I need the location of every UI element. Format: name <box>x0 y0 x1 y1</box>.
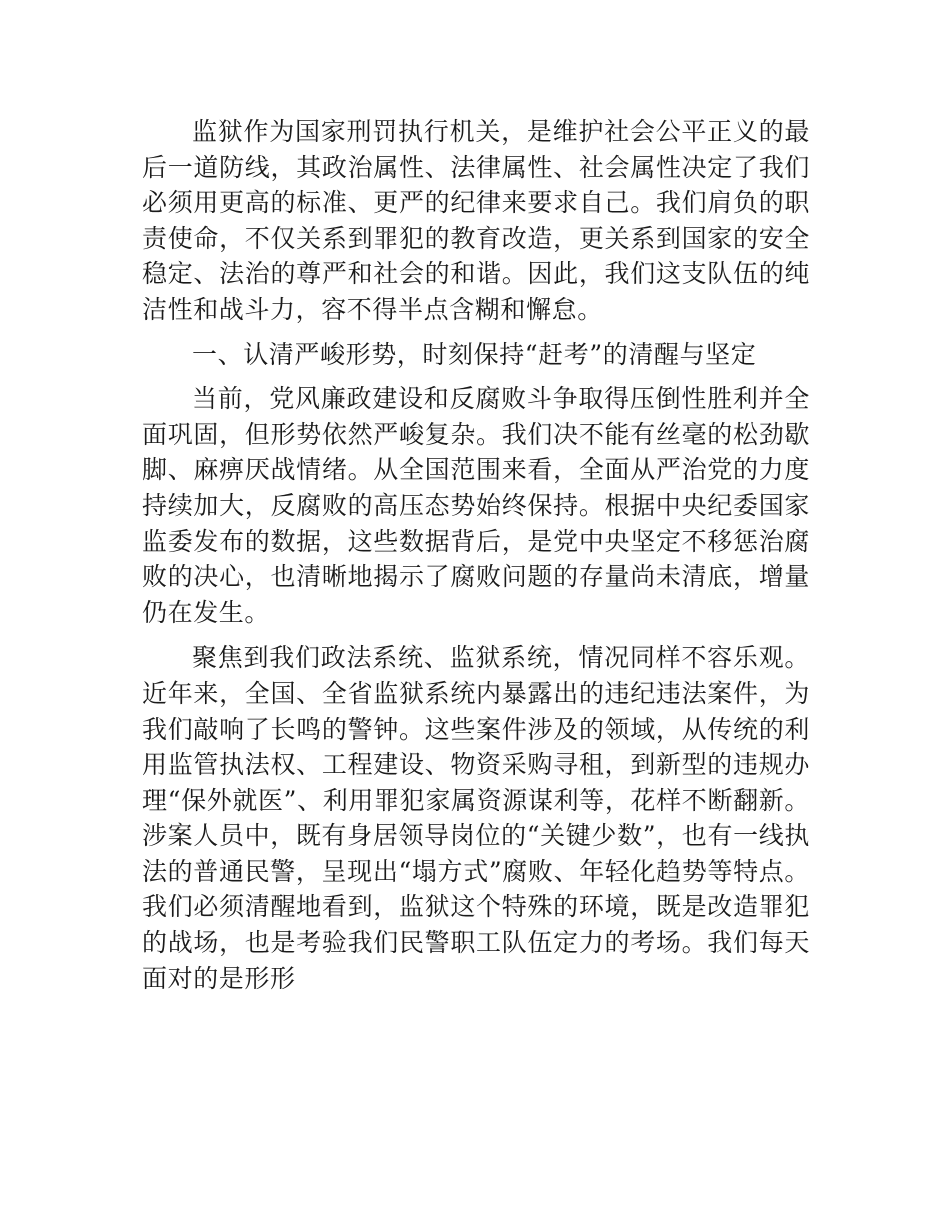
document-body <box>142 114 810 996</box>
paragraph-focus: 聚焦到我们政法系统、监狱系统，情况同样不容乐观。近年来，全国、全省监狱系统内暴露出的违纪违法案件，为我们敲响了长鸣的警钟。这些案件涉及的领域，从传统的利用监管执法权、工程建设、物资采购寻租，到新型的违规办理“保外就医”、利用罪犯家属资源谋利等，花样不断翻新。涉案人员中，既有身居领导岗位的“关键少数”，也有一线执法的普通民警，呈现出“塌方式”腐败、年轻化趋势等特点。我们必须清醒地看到，监狱这个特殊的环境，既是改造罪犯的战场，也是考验我们民警职工队伍定力的考场。我们每天面对的是形形 <box>142 643 810 993</box>
paragraph-intro: 监狱作为国家刑罚执行机关，是维护社会公平正义的最后一道防线，其政治属性、法律属性、社会属性决定了我们必须用更高的标准、更严的纪律来要求自己。我们肩负的职责使命，不仅关系到罪犯的教育改造，更关系到国家的安全稳定、法治的尊严和社会的和谐。因此，我们这支队伍的纯洁性和战斗力，容不得半点含糊和懈怠。 <box>142 117 810 324</box>
paragraph-situation: 当前，党风廉政建设和反腐败斗争取得压倒性胜利并全面巩固，但形势依然严峻复杂。我们决不能有丝毫的松劲歇脚、麻痹厌战情绪。从全国范围来看，全面从严治党的力度持续加大，反腐败的高压态势始终保持。根据中央纪委国家监委发布的数据，这些数据背后，是党中央坚定不移惩治腐败的决心，也清晰地揭示了腐败问题的存量尚未清底，增量仍在发生。 <box>142 384 810 627</box>
section-heading: 一、认清严峻形势，时刻保持“赶考”的清醒与坚定 <box>192 339 757 369</box>
